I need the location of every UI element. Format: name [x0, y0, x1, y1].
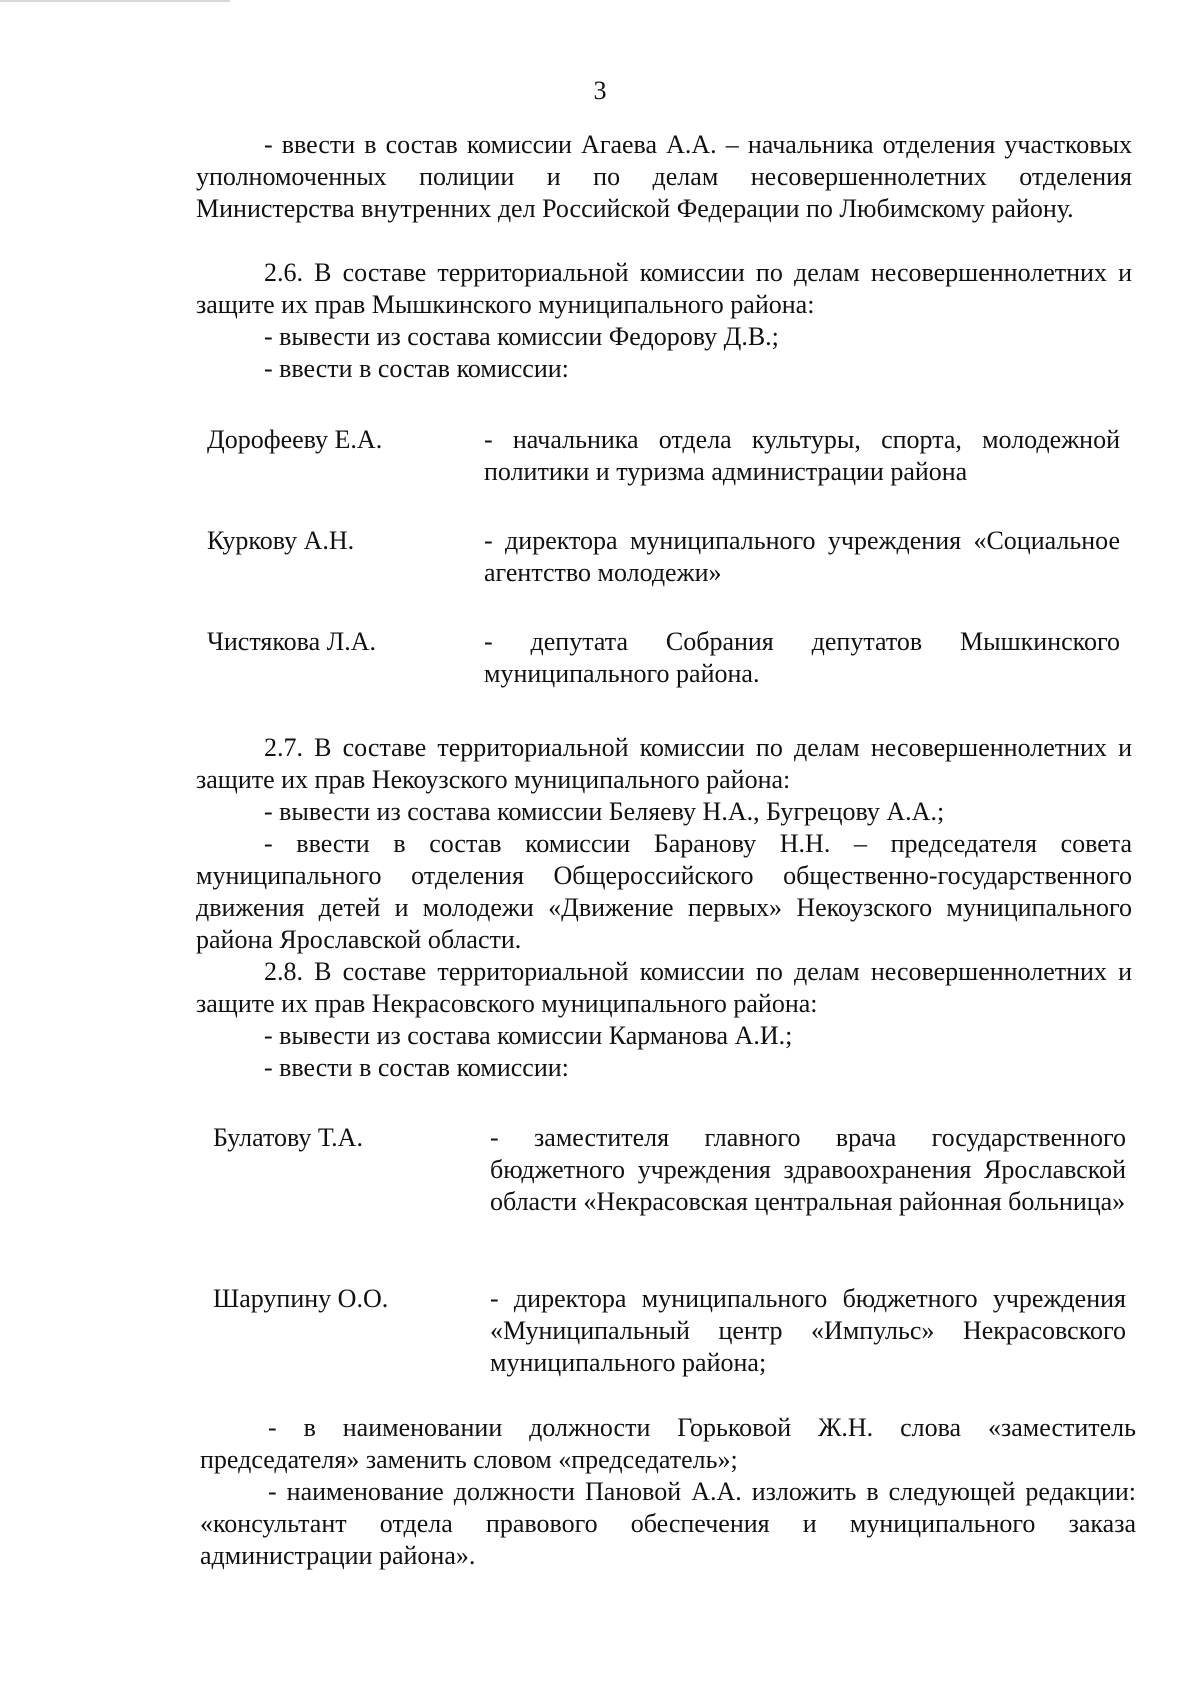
- member-name: Булатову Т.А.: [213, 1123, 363, 1152]
- paragraph-gorkova: - в наименовании должности Горьковой Ж.Н. слова «заместитель председателя» заменить словом «председатель»;: [200, 1413, 1136, 1474]
- paragraph-add-members-nekrasov: - ввести в состав комиссии:: [264, 1053, 569, 1082]
- member-name: Шарупину О.О.: [213, 1284, 389, 1313]
- member-role: - начальника отдела культуры, спорта, молодежной политики и туризма администрации района: [484, 425, 1120, 486]
- member-name: Чистякова Л.А.: [207, 627, 377, 656]
- member-name: Дорофееву Е.А.: [207, 425, 383, 454]
- member-name: Куркову А.Н.: [207, 526, 355, 555]
- paragraph-remove-fedorova: - вывести из состава комиссии Федорову Д.В.;: [264, 322, 779, 351]
- paragraph-panova: - наименование должности Пановой А.А. изложить в следующей редакции: «консультант отдела правового обеспечения и муниципального заказа администрации района».: [200, 1477, 1136, 1570]
- paragraph-2-8: 2.8. В составе территориальной комиссии по делам несовершеннолетних и защите их прав Некрасовского муниципального района:: [196, 957, 1132, 1018]
- member-role: - директора муниципального учреждения «Социальное агентство молодежи»: [484, 526, 1120, 587]
- paragraph-agaev: - ввести в состав комиссии Агаева А.А. – начальника отделения участковых уполномоченных полиции и по делам несовершеннолетних отделения Министерства внутренних дел Российской Федерации по Любимскому району.: [196, 130, 1132, 223]
- member-role: - заместителя главного врача государственного бюджетного учреждения здравоохранения Ярославской области «Некрасовская центральная районная больница»: [490, 1123, 1126, 1216]
- page-number: 3: [593, 76, 607, 105]
- paragraph-remove-karmanov: - вывести из состава комиссии Карманова А.И.;: [264, 1021, 793, 1050]
- paragraph-2-7: 2.7. В составе территориальной комиссии по делам несовершеннолетних и защите их прав Некоузского муниципального района:: [196, 733, 1132, 794]
- paragraph-add-baranova: - ввести в состав комиссии Баранову Н.Н. – председателя совета муниципального отделения Общероссийского общественно-государственного движения детей и молодежи «Движение первых» Некоузского муниципального района Ярославской области.: [196, 829, 1132, 954]
- member-role: - депутата Собрания депутатов Мышкинского муниципального района.: [484, 627, 1120, 688]
- paragraph-add-members-myshkin: - ввести в состав комиссии:: [264, 354, 569, 383]
- scan-edge-line: [0, 0, 230, 2]
- paragraph-remove-belyaeva: - вывести из состава комиссии Беляеву Н.А., Бугрецову А.А.;: [264, 797, 945, 826]
- paragraph-2-6: 2.6. В составе территориальной комиссии по делам несовершеннолетних и защите их прав Мышкинского муниципального района:: [196, 258, 1132, 319]
- member-role: - директора муниципального бюджетного учреждения «Муниципальный центр «Импульс» Некрасовского муниципального района;: [490, 1284, 1126, 1377]
